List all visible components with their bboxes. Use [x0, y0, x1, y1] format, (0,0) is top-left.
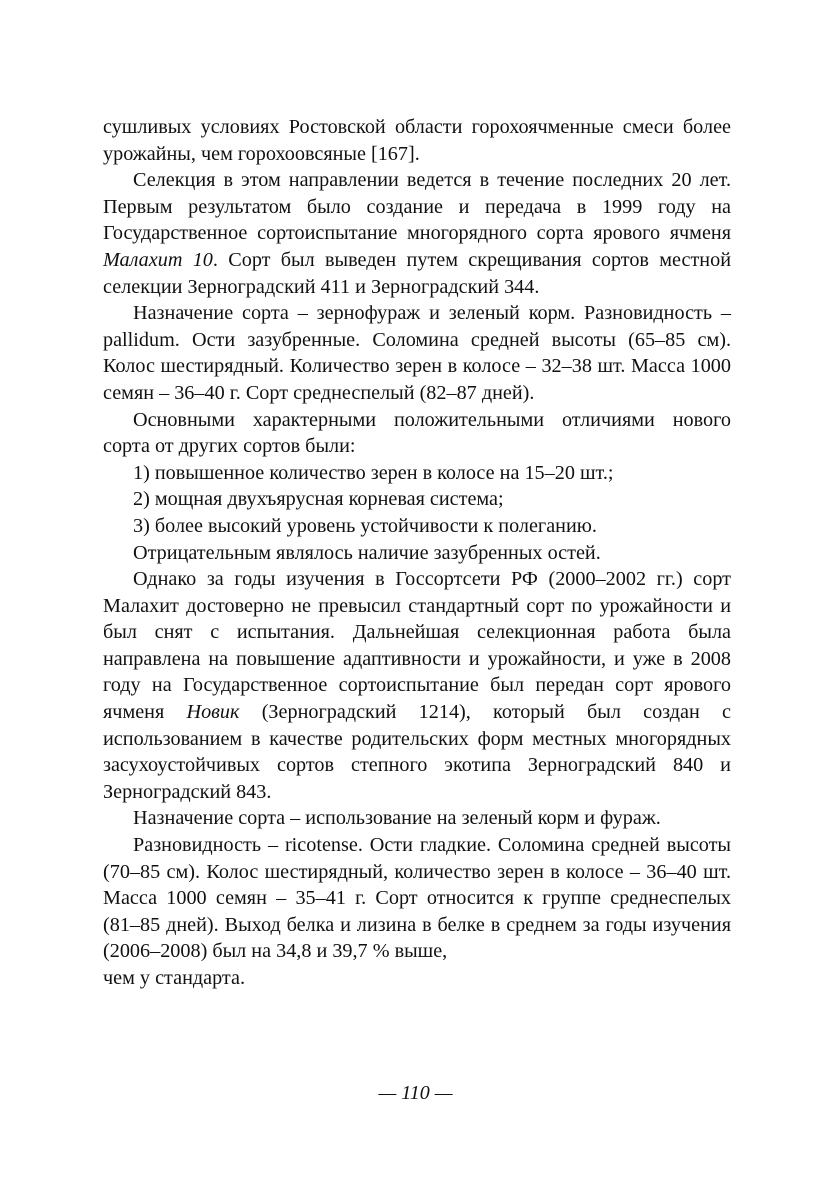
paragraph-8-last-line: чем у стандарта. — [103, 967, 246, 989]
page-body — [103, 114, 731, 992]
list-item-2: 2) мощная двухъярусная корневая система; — [133, 488, 504, 511]
paragraph-8: Разновидность – ricotense. Ости гладкие. Соломина средней высоты (70–85 см). Колос шестирядный, количество зерен в колосе – 36–40 шт. Масса 1000 семян – 35–41 г. Сорт относится к группе среднеспелых (81–85 дней). Выход белка и лизина в белке в среднем за годы изучения (2006–2008) был на 34,8 и 39,7 % выше, — [103, 834, 731, 963]
paragraph-2-text-b: . Сорт был выведен путем скрещивания сортов местной селекции Зерноградский 411 и Зерноградский 344. — [103, 248, 731, 298]
paragraph-6-text-a: Однако за годы изучения в Госсортсети РФ (2000–2002 гг.) сорт Малахит достоверно не превысил стандартный сорт по урожайности и был снят с испытания. Дальнейшая селекционная работа была направлена на повышение адаптивности и урожайности, и уже в 2008 году на Государственное сортоиспытание был передан сорт ярового ячменя — [103, 568, 731, 724]
list-item-3: 3) более высокий уровень устойчивости к полеганию. — [133, 514, 597, 537]
variety-name-malakhit: Малахит 10 — [103, 248, 213, 271]
paragraph-6-text-b: (Зерноградский 1214), который был создан с использованием в качестве родительских форм местных многорядных засухоустойчивых сортов степного экотипа Зерноградский 840 и Зерноградский 843. — [103, 701, 731, 803]
paragraph-4: Основными характерными положительными отличиями нового сорта от других сортов были: — [103, 408, 731, 458]
paragraph-6 — [103, 566, 731, 805]
paragraph-2-text-a: Селекция в этом направлении ведется в течение последних 20 лет. Первым результатом было создание и передача в 1999 году на Государственное сортоиспытание многорядного сорта ярового ячменя — [103, 169, 731, 245]
paragraph-3: Назначение сорта – зернофураж и зеленый корм. Разновидность – pallidum. Ости зазубренные. Соломина средней высоты (65–85 см). Колос шестирядный. Количество зерен в колосе – 32–38 шт. Масса 1000 семян – 36–40 г. Сорт среднеспелый (82–87 дней). — [103, 302, 731, 404]
paragraph-2 — [103, 167, 731, 300]
paragraph-5: Отрицательным являлось наличие зазубренных остей. — [133, 541, 601, 564]
paragraph-1: сушливых условиях Ростовской области горохоячменные смеси более урожайны, чем горохоовсяные [167]. — [103, 116, 731, 165]
list-item-1: 1) повышенное количество зерен в колосе на 15–20 шт.; — [133, 461, 614, 484]
page-number: — 110 — — [378, 1082, 453, 1104]
variety-name-novik: Новик — [186, 701, 240, 724]
paragraph-7: Назначение сорта – использование на зеленый корм и фураж. — [133, 807, 661, 830]
